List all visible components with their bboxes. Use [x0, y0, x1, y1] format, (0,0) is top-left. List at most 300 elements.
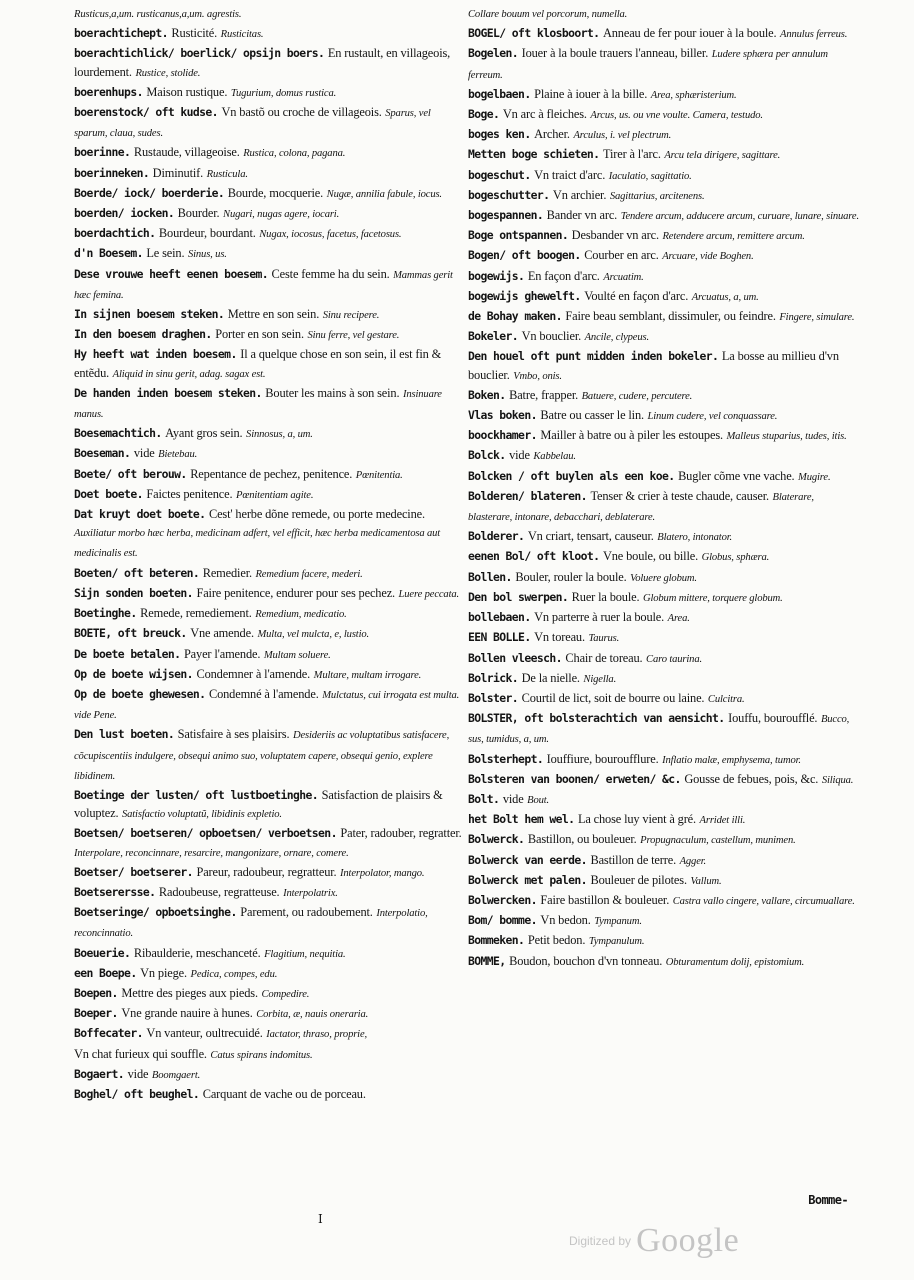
- dictionary-entry: [74, 83, 466, 103]
- headword: Bolsteren van boonen/ erweten/ &c.: [468, 771, 681, 786]
- dictionary-entry: [74, 4, 466, 24]
- french-gloss: vide: [509, 448, 530, 463]
- french-gloss: Bugler cõme vne vache.: [678, 468, 795, 483]
- latin-gloss: Mammas gerit hæc femina.: [74, 269, 453, 301]
- headword: Dat kruyt doet boete.: [74, 507, 206, 522]
- dictionary-entry: [74, 645, 466, 665]
- latin-gloss: Caro taurina.: [646, 653, 702, 665]
- latin-gloss: Bout.: [527, 794, 550, 806]
- french-gloss: Ruer la boule.: [571, 589, 640, 604]
- dictionary-entry: [74, 505, 466, 564]
- dictionary-entry: [74, 564, 466, 584]
- dictionary-entry: [74, 665, 466, 685]
- french-gloss: Faictes penitence.: [146, 486, 233, 501]
- french-gloss: Vn bouclier.: [521, 329, 582, 344]
- dictionary-entry: [468, 186, 860, 206]
- latin-gloss: Blatero, intonator.: [657, 532, 733, 544]
- latin-gloss: Satisfactio voluptatũ, libidinis expletio.: [121, 809, 282, 821]
- dictionary-entry: [468, 287, 860, 307]
- dictionary-entry: [74, 1085, 466, 1103]
- headword: Hy heeft wat inden boesem.: [74, 347, 237, 362]
- french-gloss: Repentance de pechez, penitence.: [190, 466, 353, 481]
- headword: boerenhups.: [74, 84, 143, 99]
- french-gloss: Chair de toreau.: [565, 650, 643, 665]
- latin-gloss: Area.: [667, 613, 690, 625]
- headword: Bolwerck van eerde.: [468, 852, 587, 867]
- headword: bogewijs ghewelft.: [468, 288, 581, 303]
- dictionary-entry: [468, 911, 860, 931]
- headword: Bolwercken.: [468, 892, 537, 907]
- headword: Bolderer.: [468, 529, 525, 544]
- dictionary-entry: [468, 931, 860, 951]
- headword: In den boesem draghen.: [74, 327, 212, 342]
- headword: boockhamer.: [468, 428, 537, 443]
- latin-gloss: Multare, multam irrogare.: [313, 669, 422, 681]
- french-gloss: Ayant gros sein.: [165, 426, 243, 441]
- latin-gloss: Blaterare, blasterare, intonare, debacchari, deblaterare.: [468, 491, 814, 524]
- french-gloss: Porter en son sein.: [215, 327, 304, 342]
- catchword: Bomme-: [808, 1193, 848, 1207]
- latin-gloss: Siliqua.: [821, 774, 854, 786]
- dictionary-entry: [74, 944, 466, 964]
- french-gloss: Vne boule, ou bille.: [602, 549, 699, 564]
- french-gloss: Radoubeuse, regratteuse.: [158, 884, 280, 899]
- dictionary-entry: [468, 810, 860, 830]
- french-gloss: Anneau de fer pour iouer à la boule.: [602, 26, 777, 41]
- dictionary-entry: [74, 103, 466, 143]
- french-gloss: Bastillon, ou bouleuer.: [527, 832, 637, 847]
- french-gloss: Condemné à l'amende.: [208, 686, 319, 701]
- french-gloss: Le sein.: [146, 246, 185, 261]
- latin-gloss: Multam soluere.: [263, 649, 331, 661]
- latin-gloss: Ludere sphæra per annulum ferreum.: [468, 49, 828, 81]
- latin-gloss: Annulus ferreus.: [780, 29, 848, 41]
- headword: Bolster.: [468, 690, 519, 705]
- latin-gloss: Sagittarius, arcitenens.: [609, 190, 705, 202]
- latin-gloss: Rusticula.: [206, 168, 248, 180]
- headword: Boge ontspannen.: [468, 228, 569, 243]
- headword: Op de boete ghewesen.: [74, 686, 206, 701]
- dictionary-entry: [74, 44, 466, 82]
- headword: eenen Bol/ oft kloot.: [468, 549, 600, 564]
- headword: Bolcken / oft buylen als een koe.: [468, 468, 675, 483]
- french-gloss: Vn vanteur, oultrecuidé.: [146, 1026, 263, 1041]
- latin-gloss: Arcus, us. ou vne voulte. Camera, testudo.: [590, 110, 763, 122]
- dictionary-entry: [74, 184, 466, 204]
- headword: De boete betalen.: [74, 646, 181, 661]
- french-gloss: Archer.: [534, 127, 570, 142]
- latin-gloss: Interpolatrix.: [283, 887, 338, 899]
- headword: Op de boete wijsen.: [74, 666, 193, 681]
- french-gloss: Carquant de vache ou de porceau.: [202, 1086, 366, 1101]
- dictionary-entry: [468, 206, 860, 226]
- french-gloss: Vne grande nauire à hunes.: [121, 1006, 253, 1021]
- dictionary-entry: [74, 1004, 466, 1024]
- dictionary-entry: [468, 649, 860, 669]
- headword: Bogelen.: [468, 46, 519, 61]
- french-gloss: Boudon, bouchon d'vn tonneau.: [509, 953, 663, 968]
- latin-gloss: Linum cudere, vel conquassare.: [647, 411, 778, 423]
- latin-gloss: Collare bouum vel porcorum, numella.: [468, 9, 628, 20]
- french-gloss: Vn bedon.: [540, 913, 591, 928]
- french-gloss: vide: [133, 446, 155, 461]
- latin-gloss: Nigella.: [583, 673, 617, 685]
- french-gloss: Mettre en son sein.: [227, 307, 320, 322]
- french-gloss: Courtil de lict, soit de bourre ou laine.: [521, 690, 705, 705]
- french-gloss: Il a quelque chose en son sein, il est fin & entẽdu.: [74, 347, 442, 380]
- french-gloss: vide: [502, 791, 524, 806]
- headword: Den houel oft punt midden inden bokeler.: [468, 349, 719, 364]
- latin-gloss: Kabbelau.: [533, 451, 576, 463]
- latin-gloss: Agger.: [679, 855, 707, 867]
- dictionary-entry: [74, 244, 466, 264]
- latin-gloss: Interpolatio, reconcinnatio.: [74, 908, 428, 940]
- latin-gloss: Bietebau.: [158, 449, 198, 461]
- dictionary-entry: [74, 964, 466, 984]
- latin-gloss: Nugari, nugas agere, iocari.: [223, 209, 340, 221]
- french-gloss: Bouleuer de pilotes.: [590, 872, 687, 887]
- latin-gloss: Taurus.: [588, 633, 620, 645]
- french-gloss: Vn toreau.: [534, 630, 585, 645]
- headword: BOMME,: [468, 953, 506, 968]
- headword: Bollen.: [468, 569, 512, 584]
- headword: BOETE, oft breuck.: [74, 626, 187, 641]
- dictionary-entry: [74, 786, 466, 824]
- dictionary-entry: [468, 145, 860, 165]
- latin-gloss: Fingere, simulare.: [779, 312, 855, 324]
- latin-gloss: Corbita, æ, nauis oneraria.: [256, 1009, 369, 1021]
- headword: Boeten/ oft beteren.: [74, 565, 200, 580]
- latin-gloss: Area, sphæristerium.: [650, 89, 737, 101]
- headword: Doet boete.: [74, 486, 143, 501]
- french-gloss: Rusticité.: [171, 26, 218, 41]
- french-gloss: Pater, radouber, regratter.: [340, 826, 462, 841]
- headword: Bom/ bomme.: [468, 913, 537, 928]
- headword: Bogen/ oft boogen.: [468, 248, 581, 263]
- dictionary-entry: [468, 347, 860, 385]
- dictionary-entry: [74, 265, 466, 305]
- page-foot-mark: I: [318, 1212, 323, 1226]
- latin-gloss: Inflatio malæ, emphysema, tumor.: [662, 754, 801, 766]
- latin-gloss: Voluere globum.: [630, 572, 697, 584]
- dictionary-entry: [468, 125, 860, 145]
- headword: Boeper.: [74, 1006, 118, 1021]
- french-gloss: Maison rustique.: [146, 84, 228, 99]
- dictionary-entry: [468, 4, 860, 24]
- digitized-by-google-watermark: [569, 1222, 739, 1260]
- headword: boerinneken.: [74, 165, 150, 180]
- latin-gloss: Propugnaculum, castellum, munimen.: [640, 835, 796, 847]
- right-column: [468, 4, 860, 972]
- dictionary-entry: [468, 527, 860, 547]
- french-gloss: Rustaude, villageoise.: [133, 145, 240, 160]
- dictionary-entry: [74, 204, 466, 224]
- latin-gloss: Compedire.: [261, 988, 310, 1000]
- dictionary-entry: [468, 467, 860, 487]
- dictionary-entry: [74, 725, 466, 786]
- headword: Dese vrouwe heeft eenen boesem.: [74, 266, 268, 281]
- french-gloss: Tenser & crier à teste chaude, causer.: [590, 488, 769, 503]
- french-gloss: Bander vn arc.: [546, 208, 618, 223]
- latin-gloss: Retendere arcum, remittere arcum.: [662, 231, 805, 243]
- latin-gloss: Interpolare, reconcinnare, resarcire, mangonizare, ornare, comere.: [74, 847, 349, 859]
- dictionary-entry: [74, 345, 466, 383]
- french-gloss: Iouer à la boule trauers l'anneau, biller.: [521, 46, 709, 61]
- dictionary-entry: [74, 1045, 466, 1065]
- headword: Boetser/ boetserer.: [74, 864, 193, 879]
- latin-gloss: Ancile, clypeus.: [584, 332, 649, 344]
- french-gloss: Petit bedon.: [527, 933, 586, 948]
- latin-gloss: Aliquid in sinu gerit, adag. sagax est.: [112, 368, 266, 380]
- latin-gloss: Flagitium, nequitia.: [264, 948, 346, 960]
- dictionary-entry: [468, 487, 860, 527]
- french-gloss: Vn piege.: [140, 965, 187, 980]
- french-gloss: En rustault, en villageois, lourdement.: [74, 46, 451, 79]
- dictionary-entry: [468, 689, 860, 709]
- latin-gloss: Arcuare, vide Boghen.: [662, 251, 754, 263]
- french-gloss: Satisfaction de plaisirs & voluptez.: [74, 787, 443, 821]
- headword: de Bohay maken.: [468, 309, 562, 324]
- french-gloss: Condemner à l'amende.: [196, 666, 311, 681]
- dictionary-entry: [74, 863, 466, 883]
- french-gloss: Bourder.: [177, 206, 220, 221]
- french-gloss: Bouler, rouler la boule.: [515, 569, 627, 584]
- french-gloss: Batre ou casser le lin.: [540, 408, 644, 423]
- french-gloss: Courber en arc.: [584, 248, 659, 263]
- headword: Metten boge schieten.: [468, 147, 600, 162]
- french-gloss: Ribaulderie, meschanceté.: [133, 945, 261, 960]
- french-gloss: Satisfaire à ses plaisirs.: [177, 727, 290, 742]
- french-gloss: Bourde, mocquerie.: [227, 185, 324, 200]
- headword: bogeschutter.: [468, 187, 550, 202]
- latin-gloss: Pedica, compes, edu.: [190, 968, 278, 980]
- french-gloss: Cest' herbe dõne remede, ou porte medecine.: [208, 507, 425, 522]
- dictionary-entry: [74, 1024, 466, 1044]
- french-gloss: Pareur, radoubeur, regratteur.: [196, 864, 337, 879]
- french-gloss: Vn arc à fleiches.: [502, 107, 587, 122]
- headword: Den lust boeten.: [74, 727, 175, 742]
- latin-gloss: Catus spirans indomitus.: [210, 1049, 313, 1061]
- dictionary-entry: [468, 105, 860, 125]
- headword: boerdachtich.: [74, 226, 156, 241]
- dictionary-entry: [468, 871, 860, 891]
- french-gloss: La chose luy vient à gré.: [577, 812, 696, 827]
- dictionary-entry: [468, 770, 860, 790]
- latin-gloss: Tympanum.: [594, 916, 642, 928]
- headword: Boetinghe.: [74, 606, 137, 621]
- dictionary-entry: [468, 669, 860, 689]
- dictionary-entry: [468, 851, 860, 871]
- dictionary-entry: [74, 305, 466, 325]
- latin-gloss: Rusticus,a,um. rusticanus,a,um. agrestis.: [74, 9, 242, 20]
- french-gloss: Plaine à iouer à la bille.: [534, 86, 648, 101]
- french-gloss: Faire beau semblant, dissimuler, ou feindre.: [565, 309, 776, 324]
- latin-gloss: Rusticitas.: [220, 29, 264, 41]
- headword: d'n Boesem.: [74, 246, 143, 261]
- french-gloss: La bosse au millieu d'vn bouclier.: [468, 349, 839, 382]
- french-gloss: Vn chat furieux qui souffle.: [74, 1046, 207, 1061]
- latin-gloss: Tugurium, domus rustica.: [230, 87, 337, 99]
- headword: BOGEL/ oft klosboort.: [468, 26, 600, 41]
- latin-gloss: Arcuatus, a, um.: [691, 291, 759, 303]
- headword: Sijn sonden boeten.: [74, 585, 193, 600]
- french-gloss: Vn parterre à ruer la boule.: [534, 610, 665, 625]
- headword: Boetseringe/ opboetsinghe.: [74, 905, 237, 920]
- dictionary-entry: [468, 307, 860, 327]
- headword: Den bol swerpen.: [468, 589, 569, 604]
- latin-gloss: Nugax, iocosus, facetus, facetosus.: [259, 229, 402, 241]
- latin-gloss: Batuere, cudere, percutere.: [581, 390, 693, 402]
- headword: boerachtichlick/ boerlick/ opsijn boers.: [74, 46, 325, 61]
- french-gloss: Diminutif.: [152, 165, 204, 180]
- french-gloss: Iouffu, bouroufflé.: [728, 711, 818, 726]
- headword: Boetinge der lusten/ oft lustboetinghe.: [74, 787, 319, 802]
- french-gloss: Tirer à l'arc.: [602, 147, 661, 162]
- headword: Boete/ oft berouw.: [74, 466, 187, 481]
- headword: bogewijs.: [468, 268, 525, 283]
- dictionary-entry: [74, 164, 466, 184]
- latin-gloss: Vallum.: [690, 875, 722, 887]
- headword: een Boepe.: [74, 965, 137, 980]
- french-gloss: En façon d'arc.: [527, 268, 600, 283]
- headword: Boeseman.: [74, 446, 131, 461]
- headword: Boghel/ oft beughel.: [74, 1086, 200, 1101]
- headword: BOLSTER, oft bolsterachtich van aensicht.: [468, 711, 725, 726]
- latin-gloss: Rustice, stolide.: [135, 67, 201, 79]
- dictionary-entry: [468, 24, 860, 44]
- headword: Boge.: [468, 107, 500, 122]
- dictionary-entry: [468, 446, 860, 466]
- french-gloss: Voulté en façon d'arc.: [584, 288, 689, 303]
- left-column: [74, 4, 466, 1103]
- dictionary-entry: [468, 568, 860, 588]
- headword: Boetserersse.: [74, 884, 156, 899]
- headword: Boesemachtich.: [74, 426, 162, 441]
- latin-gloss: Sinnosus, a, um.: [246, 429, 313, 441]
- french-gloss: Remede, remediement.: [140, 606, 252, 621]
- dictionary-entry: [468, 426, 860, 446]
- french-gloss: Vn traict d'arc.: [534, 167, 606, 182]
- latin-gloss: Pœnitentia.: [355, 469, 403, 481]
- dictionary-entry: [74, 485, 466, 505]
- headword: boerinne.: [74, 145, 131, 160]
- french-gloss: Vn criart, tensart, causeur.: [527, 529, 654, 544]
- dictionary-entry: [468, 588, 860, 608]
- headword: Boerde/ iock/ boerderie.: [74, 185, 225, 200]
- latin-gloss: Arridet illi.: [699, 815, 746, 827]
- latin-gloss: Luere peccata.: [398, 588, 460, 600]
- dictionary-entry: [74, 584, 466, 604]
- headword: Boetsen/ boetseren/ opboetsen/ verboetsen.: [74, 826, 337, 841]
- french-gloss: Bastillon de terre.: [590, 852, 677, 867]
- dictionary-entry: [74, 444, 466, 464]
- latin-gloss: Sinu ferre, vel gestare.: [307, 330, 400, 342]
- dictionary-entry: [74, 424, 466, 444]
- dictionary-entry: [468, 226, 860, 246]
- french-gloss: Faire bastillon & bouleuer.: [540, 892, 670, 907]
- latin-gloss: Vmbo, onis.: [513, 370, 562, 382]
- dictionary-entry: [74, 903, 466, 943]
- latin-gloss: Arculus, i. vel plectrum.: [573, 130, 672, 142]
- latin-gloss: Auxiliatur morbo hæc herba, medicinam adfert, vel efficit, hæc herba medicamentosa aut medicinalis est.: [74, 528, 441, 560]
- french-gloss: Vne amende.: [190, 626, 254, 641]
- headword: Bolck.: [468, 448, 506, 463]
- latin-gloss: Tendere arcum, adducere arcum, curuare, lunare, sinuare.: [620, 211, 859, 223]
- french-gloss: Mettre des pieges aux pieds.: [121, 985, 258, 1000]
- latin-gloss: Globus, sphæra.: [701, 552, 770, 564]
- headword: bogeschut.: [468, 167, 531, 182]
- latin-gloss: Multa, vel mulcta, e, lustio.: [257, 629, 370, 641]
- latin-gloss: Iactator, thraso, proprie,: [266, 1029, 368, 1041]
- dictionary-entry: [468, 327, 860, 347]
- latin-gloss: Remedium, medicatio.: [255, 609, 347, 621]
- latin-gloss: Nugæ, annilia fabule, iocus.: [326, 188, 442, 200]
- dictionary-entry: [74, 984, 466, 1004]
- dictionary-entry: [468, 750, 860, 770]
- dictionary-entry: [468, 790, 860, 810]
- headword: het Bolt hem wel.: [468, 812, 575, 827]
- dictionary-entry: [468, 246, 860, 266]
- french-gloss: Vn bastõ ou croche de villageois.: [221, 105, 382, 120]
- french-gloss: Parement, ou radoubement.: [240, 905, 373, 920]
- french-gloss: Batre, frapper.: [509, 387, 579, 402]
- headword: boerden/ iocken.: [74, 206, 175, 221]
- headword: Bolrick.: [468, 670, 519, 685]
- dictionary-entry: [468, 608, 860, 628]
- french-gloss: Vn archier.: [552, 187, 607, 202]
- headword: EEN BOLLE.: [468, 630, 531, 645]
- headword: Bollen vleesch.: [468, 650, 562, 665]
- french-gloss: Payer l'amende.: [183, 646, 261, 661]
- latin-gloss: Culcitra.: [707, 693, 745, 705]
- headword: Bolsterhept.: [468, 751, 544, 766]
- french-gloss: Faire penitence, endurer pour ses pechez.: [196, 585, 395, 600]
- headword: Bolt.: [468, 791, 500, 806]
- headword: Boeuerie.: [74, 945, 131, 960]
- latin-gloss: Rustica, colona, pagana.: [243, 148, 346, 160]
- dictionary-entry: [74, 604, 466, 624]
- headword: Boffecater.: [74, 1026, 143, 1041]
- headword: Vlas boken.: [468, 408, 537, 423]
- dictionary-entry: [468, 44, 860, 84]
- french-gloss: vide: [127, 1066, 149, 1081]
- french-gloss: Remedier.: [202, 565, 252, 580]
- dictionary-entry: [468, 952, 860, 972]
- headword: Boepen.: [74, 985, 118, 1000]
- dictionary-entry: [74, 1065, 466, 1085]
- dictionary-entry: [74, 384, 466, 424]
- watermark-by: Digitized by: [569, 1234, 632, 1248]
- dictionary-entry: [74, 824, 466, 862]
- latin-gloss: Pœnitentiam agite.: [236, 489, 314, 501]
- headword: bollebaen.: [468, 610, 531, 625]
- french-gloss: De la nielle.: [521, 670, 580, 685]
- headword: boges ken.: [468, 127, 531, 142]
- dictionary-entry: [74, 24, 466, 44]
- dictionary-entry: [468, 406, 860, 426]
- headword: Bolwerck met palen.: [468, 872, 587, 887]
- latin-gloss: Sinu recipere.: [322, 310, 380, 322]
- dictionary-entry: [468, 628, 860, 648]
- latin-gloss: Tympanulum.: [588, 936, 645, 948]
- french-gloss: Ceste femme ha du sein.: [271, 266, 390, 281]
- latin-gloss: Malleus stuparius, tudes, itis.: [726, 431, 847, 443]
- dictionary-entry: [468, 891, 860, 911]
- headword: Bokeler.: [468, 329, 519, 344]
- latin-gloss: Boomgaert.: [151, 1069, 201, 1081]
- dictionary-entry: [468, 709, 860, 749]
- dictionary-entry: [74, 685, 466, 725]
